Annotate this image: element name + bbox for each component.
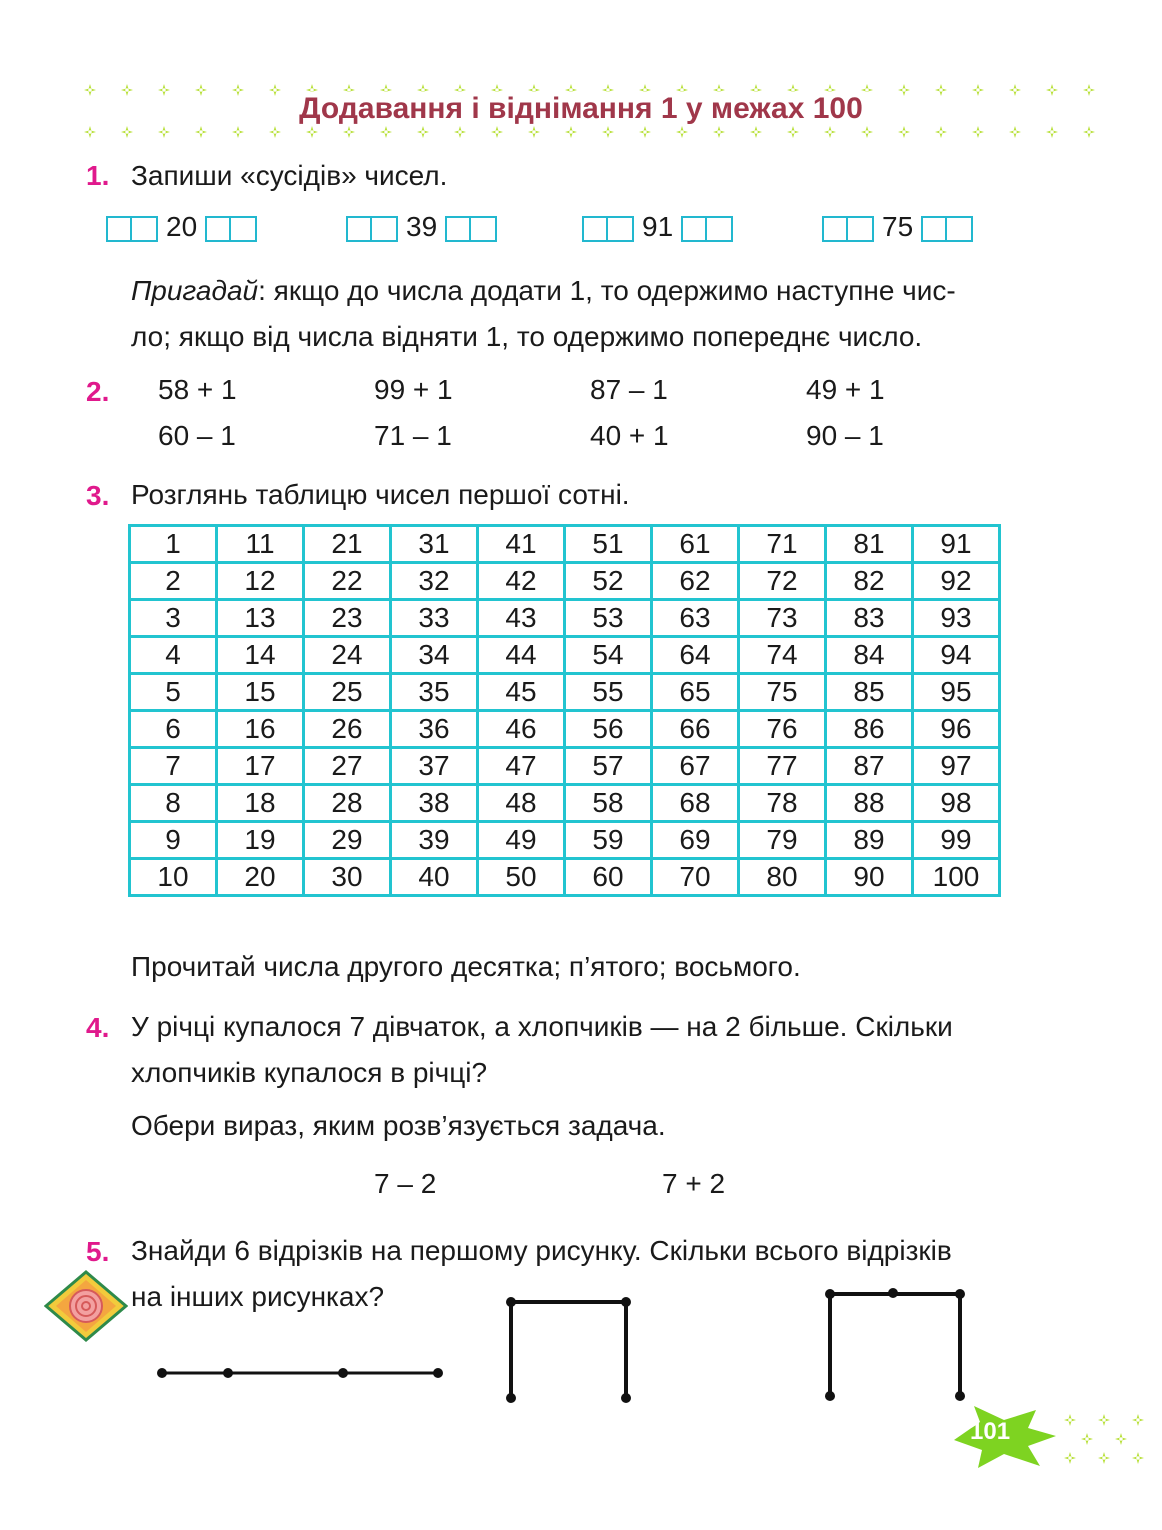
star-icon: [972, 126, 984, 138]
expression: 40 + 1: [590, 420, 669, 451]
star-icon: [343, 126, 355, 138]
table-cell: 5: [130, 674, 217, 711]
expression: 58 + 1: [158, 374, 237, 405]
table-cell: 72: [739, 563, 826, 600]
table-cell: 39: [391, 822, 478, 859]
table-cell: 79: [739, 822, 826, 859]
table-cell: 63: [652, 600, 739, 637]
table-row: [130, 600, 1000, 637]
table-cell: 95: [913, 674, 1000, 711]
task-number: 1.: [86, 160, 110, 191]
star-icon: [1132, 1452, 1144, 1464]
page-number: 101: [970, 1418, 1011, 1445]
task-text: Розглянь таблицю чисел першої сотні.: [131, 479, 630, 510]
table-cell: 93: [913, 600, 1000, 637]
table-cell: 6: [130, 711, 217, 748]
table-cell: 42: [478, 563, 565, 600]
table-cell: 9: [130, 822, 217, 859]
table-cell: 31: [391, 526, 478, 563]
table-cell: 97: [913, 748, 1000, 785]
segment-figure-1: [150, 1360, 450, 1390]
given-number: 39: [406, 211, 438, 242]
table-cell: 29: [304, 822, 391, 859]
table-cell: 51: [565, 526, 652, 563]
star-icon: [824, 126, 836, 138]
table-cell: 61: [652, 526, 739, 563]
page-title: Додавання і віднімання 1 у межах 100: [0, 92, 1162, 126]
table-cell: 23: [304, 600, 391, 637]
table-cell: 56: [565, 711, 652, 748]
reminder-line2: ло; якщо від числа відняти 1, то одержимо попереднє число.: [131, 321, 923, 352]
answer-box[interactable]: [822, 211, 874, 243]
table-row: [130, 748, 1000, 785]
star-icon: [195, 126, 207, 138]
table-cell: 78: [739, 785, 826, 822]
option-expression[interactable]: 7 – 2: [374, 1168, 437, 1199]
given-number: 75: [882, 211, 914, 242]
table-cell: 1: [130, 526, 217, 563]
table-cell: 22: [304, 563, 391, 600]
star-icon: [676, 126, 688, 138]
star-icon: [232, 126, 244, 138]
segment-figure-3: [818, 1282, 968, 1404]
table-cell: 7: [130, 748, 217, 785]
task-text: на інших рисунках?: [131, 1281, 385, 1312]
star-cluster: [1060, 1410, 1150, 1470]
table-cell: 67: [652, 748, 739, 785]
expression: 71 – 1: [374, 420, 452, 451]
table-cell: 33: [391, 600, 478, 637]
answer-box[interactable]: [582, 211, 634, 243]
table-cell: 64: [652, 637, 739, 674]
reminder-label: Пригадай: [131, 275, 259, 306]
star-icon: [1083, 126, 1095, 138]
table-cell: 66: [652, 711, 739, 748]
neighbor-group: [822, 211, 973, 243]
star-icon: [269, 126, 281, 138]
star-icon: [528, 126, 540, 138]
table-cell: 69: [652, 822, 739, 859]
star-icon: [935, 126, 947, 138]
star-icon: [1115, 1433, 1127, 1445]
table-cell: 59: [565, 822, 652, 859]
table-cell: 75: [739, 674, 826, 711]
table-cell: 70: [652, 859, 739, 896]
star-icon: [306, 126, 318, 138]
expression: 87 – 1: [590, 374, 668, 405]
star-icon: [565, 126, 577, 138]
table-cell: 38: [391, 785, 478, 822]
table-cell: 62: [652, 563, 739, 600]
expression: 49 + 1: [806, 374, 885, 405]
star-icon: [417, 126, 429, 138]
neighbor-group: [346, 211, 497, 243]
answer-box[interactable]: [205, 211, 257, 243]
table-row: [130, 822, 1000, 859]
star-icon: [121, 126, 133, 138]
table-row: [130, 711, 1000, 748]
table-cell: 25: [304, 674, 391, 711]
table-cell: 100: [913, 859, 1000, 896]
answer-box[interactable]: [681, 211, 733, 243]
star-icon: [158, 126, 170, 138]
table-cell: 15: [217, 674, 304, 711]
task-text: У річці купалося 7 дівчаток, а хлопчиків — на 2 більше. Скільки: [131, 1011, 953, 1042]
table-cell: 52: [565, 563, 652, 600]
table-cell: 60: [565, 859, 652, 896]
table-cell: 91: [913, 526, 1000, 563]
star-icon: [898, 126, 910, 138]
spiral-diamond-icon: [44, 1270, 128, 1342]
table-cell: 4: [130, 637, 217, 674]
star-icon: [750, 126, 762, 138]
table-row: [130, 526, 1000, 563]
task-number: 5.: [86, 1236, 110, 1267]
table-cell: 46: [478, 711, 565, 748]
table-cell: 68: [652, 785, 739, 822]
table-cell: 49: [478, 822, 565, 859]
table-cell: 92: [913, 563, 1000, 600]
star-icon: [861, 126, 873, 138]
table-cell: 76: [739, 711, 826, 748]
table-cell: 21: [304, 526, 391, 563]
table-cell: 98: [913, 785, 1000, 822]
star-icon: [1098, 1452, 1110, 1464]
table-cell: 26: [304, 711, 391, 748]
table-cell: 94: [913, 637, 1000, 674]
expression: 90 – 1: [806, 420, 884, 451]
table-cell: 53: [565, 600, 652, 637]
task-text: Запиши «сусідів» чисел.: [131, 160, 448, 191]
table-cell: 13: [217, 600, 304, 637]
table-cell: 34: [391, 637, 478, 674]
table-cell: 45: [478, 674, 565, 711]
table-cell: 85: [826, 674, 913, 711]
star-icon: [454, 126, 466, 138]
table-cell: 43: [478, 600, 565, 637]
expression: 99 + 1: [374, 374, 453, 405]
option-expression[interactable]: 7 + 2: [662, 1168, 726, 1199]
table-cell: 14: [217, 637, 304, 674]
star-icon: [1064, 1452, 1076, 1464]
table-cell: 96: [913, 711, 1000, 748]
table-cell: 2: [130, 563, 217, 600]
answer-box[interactable]: [106, 211, 158, 243]
table-cell: 74: [739, 637, 826, 674]
star-icon: [491, 126, 503, 138]
table-cell: 80: [739, 859, 826, 896]
neighbor-group: [582, 211, 733, 243]
table-cell: 83: [826, 600, 913, 637]
reminder-line1: Пригадай: якщо до числа додати 1, то одержимо наступне чис-: [131, 275, 956, 306]
table-cell: 57: [565, 748, 652, 785]
star-icon: [602, 126, 614, 138]
table-row: [130, 785, 1000, 822]
table-row: [130, 637, 1000, 674]
table-cell: 84: [826, 637, 913, 674]
table-cell: 99: [913, 822, 1000, 859]
table-cell: 30: [304, 859, 391, 896]
star-icon: [1064, 1414, 1076, 1426]
table-cell: 28: [304, 785, 391, 822]
star-icon: [1132, 1414, 1144, 1426]
table-cell: 88: [826, 785, 913, 822]
table-cell: 18: [217, 785, 304, 822]
table-cell: 86: [826, 711, 913, 748]
table-cell: 37: [391, 748, 478, 785]
table-cell: 77: [739, 748, 826, 785]
table-cell: 24: [304, 637, 391, 674]
task-text: Знайди 6 відрізків на першому рисунку. Скільки всього відрізків: [131, 1235, 952, 1266]
table-cell: 89: [826, 822, 913, 859]
table-cell: 12: [217, 563, 304, 600]
table-cell: 32: [391, 563, 478, 600]
task-text: хлопчиків купалося в річці?: [131, 1057, 488, 1088]
table-cell: 55: [565, 674, 652, 711]
table-cell: 50: [478, 859, 565, 896]
given-number: 91: [642, 211, 674, 242]
table-cell: 35: [391, 674, 478, 711]
task-number: 4.: [86, 1012, 110, 1043]
star-icon: [639, 126, 651, 138]
table-row: [130, 674, 1000, 711]
star-icon: [1081, 1433, 1093, 1445]
table-cell: 36: [391, 711, 478, 748]
table-cell: 71: [739, 526, 826, 563]
answer-box[interactable]: [921, 211, 973, 243]
table-cell: 17: [217, 748, 304, 785]
table-cell: 48: [478, 785, 565, 822]
table-cell: 87: [826, 748, 913, 785]
table-cell: 10: [130, 859, 217, 896]
task-number: 2.: [86, 376, 110, 407]
table-cell: 20: [217, 859, 304, 896]
table-cell: 19: [217, 822, 304, 859]
table-cell: 73: [739, 600, 826, 637]
table-cell: 58: [565, 785, 652, 822]
table-cell: 40: [391, 859, 478, 896]
hundred-table: [128, 524, 1001, 897]
answer-box[interactable]: [346, 211, 398, 243]
table-cell: 82: [826, 563, 913, 600]
table-cell: 81: [826, 526, 913, 563]
star-icon: [1009, 126, 1021, 138]
star-icon: [1098, 1414, 1110, 1426]
table-cell: 27: [304, 748, 391, 785]
star-icon: [380, 126, 392, 138]
task-text: Прочитай числа другого десятка; п’ятого; восьмого.: [131, 951, 801, 982]
table-cell: 44: [478, 637, 565, 674]
table-row: [130, 563, 1000, 600]
table-cell: 16: [217, 711, 304, 748]
table-cell: 3: [130, 600, 217, 637]
table-cell: 41: [478, 526, 565, 563]
star-icon: [787, 126, 799, 138]
expression: 60 – 1: [158, 420, 236, 451]
star-icon: [84, 126, 96, 138]
task-number: 3.: [86, 480, 110, 511]
answer-box[interactable]: [445, 211, 497, 243]
table-row: [130, 859, 1000, 896]
table-cell: 47: [478, 748, 565, 785]
table-cell: 54: [565, 637, 652, 674]
neighbor-group: [106, 211, 257, 243]
star-icon: [1046, 126, 1058, 138]
star-icon: [713, 126, 725, 138]
task-text: Обери вираз, яким розв’язується задача.: [131, 1110, 666, 1141]
segment-figure-2: [498, 1290, 638, 1408]
table-cell: 65: [652, 674, 739, 711]
table-cell: 8: [130, 785, 217, 822]
given-number: 20: [166, 211, 198, 242]
table-cell: 11: [217, 526, 304, 563]
table-cell: 90: [826, 859, 913, 896]
